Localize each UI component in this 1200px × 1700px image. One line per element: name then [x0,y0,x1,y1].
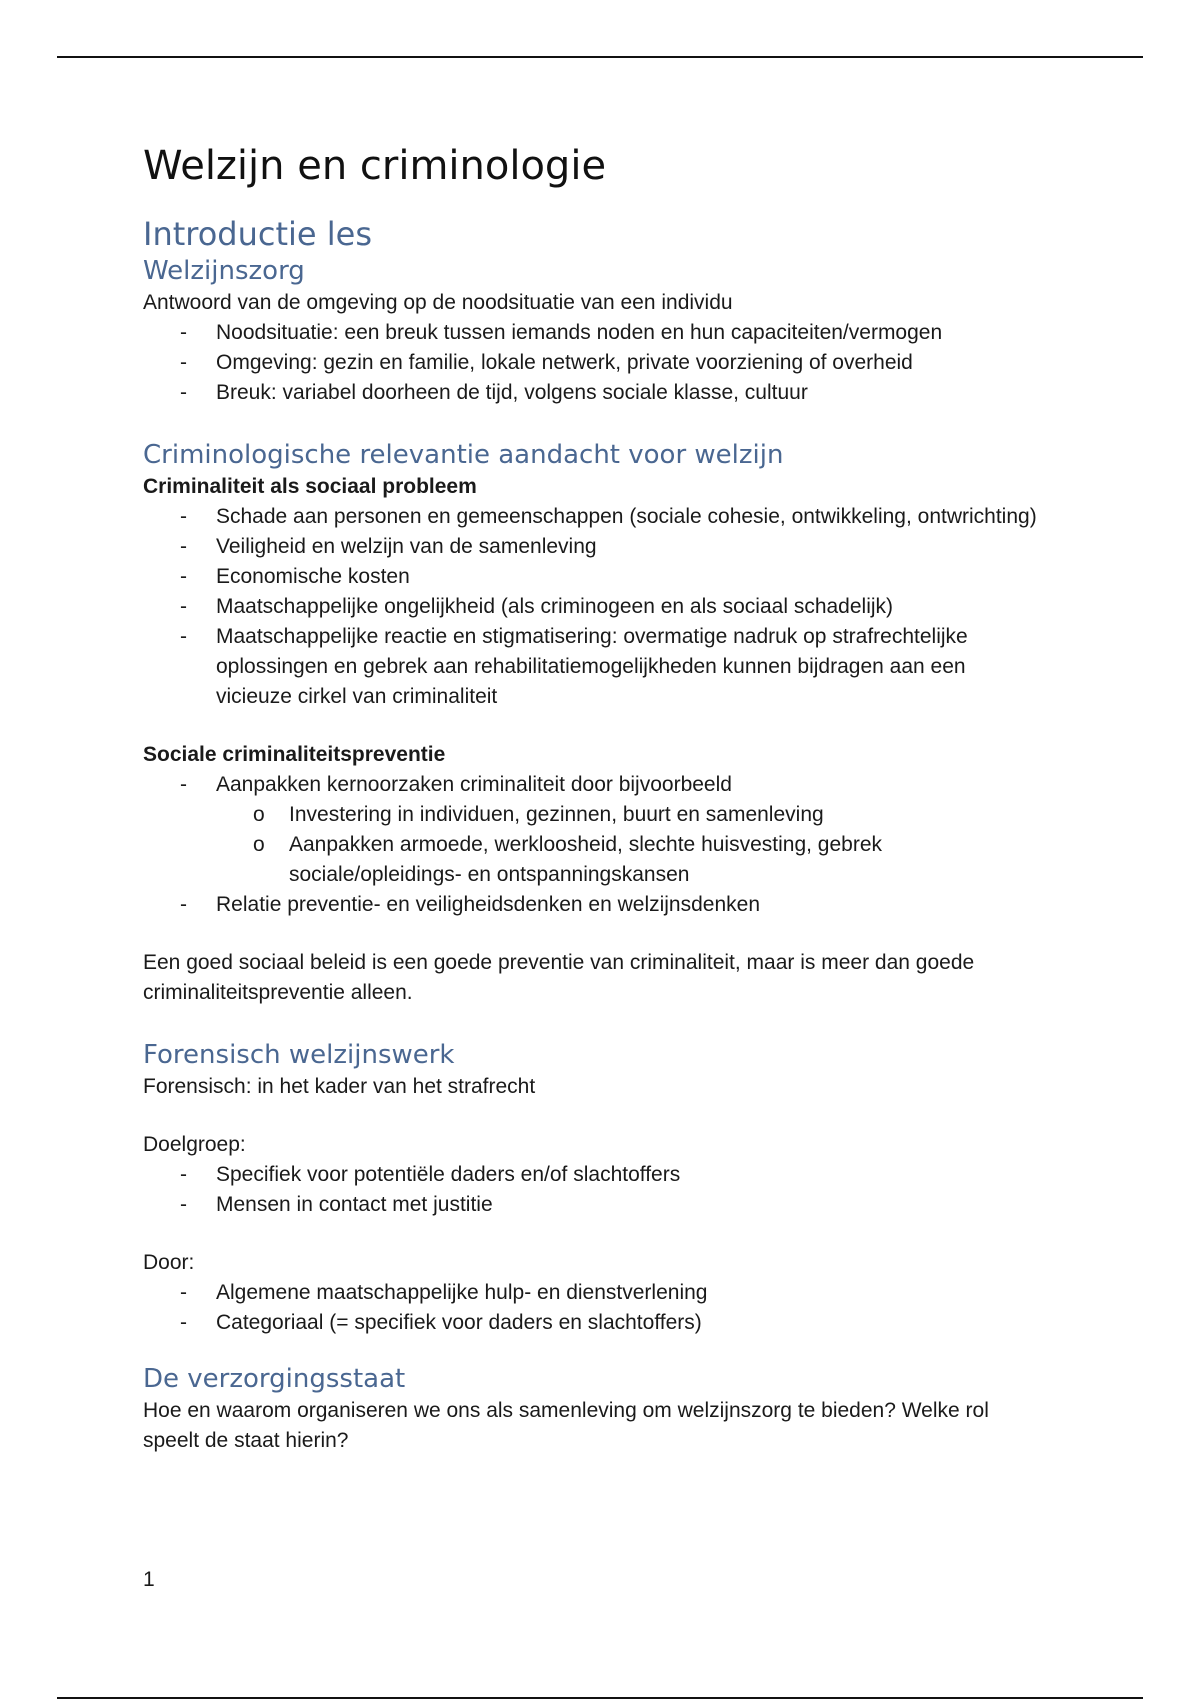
problem-title: Criminaliteit als sociaal probleem [143,475,477,498]
sub-list-item: o Investering in individuen, gezinnen, buurt en samenleving [289,800,1043,830]
list-item: - Economische kosten [216,562,1043,592]
heading-welzijnszorg: Welzijnszorg [143,256,305,286]
verzorgingsstaat-text: Hoe en waarom organiseren we ons als samenleving om welzijnszorg te bieden? Welke rol speelt de staat hierin? [143,1399,989,1452]
page-number: 1 [143,1568,155,1591]
list-item: - Categoriaal (= specifiek voor daders en slachtoffers) [216,1308,1043,1338]
list-item: - Relatie preventie- en veiligheidsdenken en welzijnsdenken [216,890,1043,920]
heading-introductie: Introductie les [143,215,373,253]
list-item: - Mensen in contact met justitie [216,1190,1043,1220]
conclusion-text: Een goed sociaal beleid is een goede preventie van criminaliteit, maar is meer dan goede criminaliteitspreventie alleen. [143,951,975,1004]
list-item [216,770,1043,890]
door-label: Door: [143,1251,195,1274]
list-item: - Noodsituatie: een breuk tussen iemands noden en hun capaciteiten/vermogen [216,318,1043,348]
prevention-item-label: Aanpakken kernoorzaken criminaliteit door bijvoorbeeld [216,773,732,796]
footer-rule [57,1697,1143,1699]
heading-verzorgingsstaat: De verzorgingsstaat [143,1364,406,1394]
list-item: - Breuk: variabel doorheen de tijd, volgens sociale klasse, cultuur [216,378,1043,408]
list-item: - Specifiek voor potentiële daders en/of slachtoffers [216,1160,1043,1190]
heading-relevantie: Criminologische relevantie aandacht voor welzijn [143,440,784,470]
document-page [143,138,1043,1456]
problem-list [143,502,1043,712]
forensisch-definition: Forensisch: in het kader van het strafrecht [143,1075,536,1098]
sub-list-item: o Aanpakken armoede, werkloosheid, slechte huisvesting, gebrek sociale/opleidings- en ontspanningskansen [289,830,1043,890]
doelgroep-label: Doelgroep: [143,1133,246,1156]
list-item: - Veiligheid en welzijn van de samenleving [216,532,1043,562]
list-item: - Maatschappelijke reactie en stigmatisering: overmatige nadruk op strafrechtelijke oplossingen en gebrek aan rehabilitatiemogelijkheden kunnen bijdragen aan een vicieuze cirkel van criminaliteit [216,622,1043,712]
prevention-sublist [216,800,1043,890]
list-item: - Schade aan personen en gemeenschappen (sociale cohesie, ontwikkeling, ontwrichting) [216,502,1043,532]
door-list [143,1278,1043,1338]
prevention-title: Sociale criminaliteitspreventie [143,743,446,766]
header-rule [57,56,1143,58]
list-item: - Omgeving: gezin en familie, lokale netwerk, private voorziening of overheid [216,348,1043,378]
prevention-list [143,770,1043,920]
doelgroep-list [143,1160,1043,1220]
document-title: Welzijn en criminologie [143,143,607,189]
list-item: - Algemene maatschappelijke hulp- en dienstverlening [216,1278,1043,1308]
welzijnszorg-list [143,318,1043,408]
list-item: - Maatschappelijke ongelijkheid (als criminogeen en als sociaal schadelijk) [216,592,1043,622]
heading-forensisch: Forensisch welzijnswerk [143,1040,455,1070]
welzijnszorg-text: Antwoord van de omgeving op de noodsituatie van een individu [143,291,733,314]
